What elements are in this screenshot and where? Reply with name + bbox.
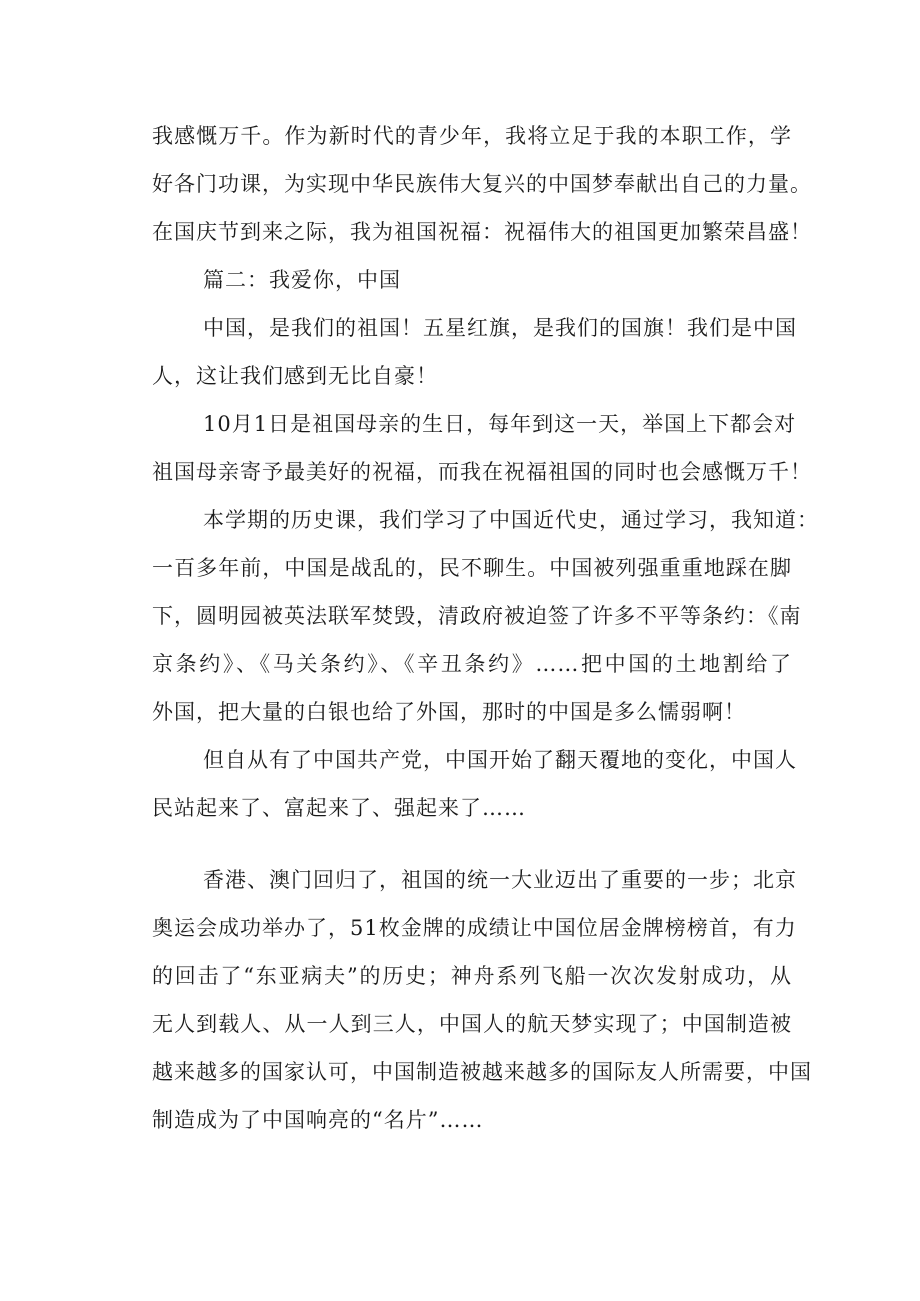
paragraph-6-line-5: 越来越多的国家认可，中国制造被越来越多的国际友人所需要，中国 bbox=[152, 1060, 812, 1084]
paragraph-2-line-1: 中国，是我们的祖国！五星红旗，是我们的国旗！我们是中国 bbox=[203, 316, 797, 340]
paragraph-6-line-2: 奥运会成功举办了，51枚金牌的成绩让中国位居金牌榜榜首，有力 bbox=[152, 916, 797, 940]
paragraph-6-line-6: 制造成为了中国响亮的“名片”…… bbox=[152, 1108, 484, 1132]
paragraph-3-line-1: 10月1日是祖国母亲的生日，每年到这一天，举国上下都会对 bbox=[203, 412, 797, 436]
paragraph-1-line-1: 我感慨万千。作为新时代的青少年，我将立足于我的本职工作，学 bbox=[152, 124, 792, 148]
paragraph-4-line-4: 京条约》、《马关条约》、《辛丑条约》……把中国的土地割给了 bbox=[152, 652, 792, 676]
paragraph-1-line-3: 在国庆节到来之际，我为祖国祝福：祝福伟大的祖国更加繁荣昌盛！ bbox=[152, 220, 812, 244]
paragraph-4-line-1: 本学期的历史课，我们学习了中国近代史，通过学习，我知道： bbox=[203, 508, 819, 532]
paragraph-6-line-1: 香港、澳门回归了，祖国的统一大业迈出了重要的一步；北京 bbox=[203, 868, 797, 892]
paragraph-4-line-5: 外国，把大量的白银也给了外国，那时的中国是多么懦弱啊！ bbox=[152, 700, 746, 724]
paragraph-1-line-2: 好各门功课，为实现中华民族伟大复兴的中国梦奉献出自己的力量。 bbox=[152, 172, 812, 196]
paragraph-4-line-2: 一百多年前，中国是战乱的，民不聊生。中国被列强重重地踩在脚 bbox=[152, 556, 792, 580]
paragraph-5-line-1: 但自从有了中国共产党，中国开始了翻天覆地的变化，中国人 bbox=[203, 748, 797, 772]
paragraph-6-line-4: 无人到载人、从一人到三人，中国人的航天梦实现了；中国制造被 bbox=[152, 1012, 792, 1036]
paragraph-3-line-2: 祖国母亲寄予最美好的祝福，而我在祝福祖国的同时也会感慨万千！ bbox=[152, 460, 812, 484]
paragraph-5-line-2: 民站起来了、富起来了、强起来了…… bbox=[152, 796, 526, 820]
section-heading: 篇二：我爱你，中国 bbox=[203, 268, 401, 292]
paragraph-4-line-3: 下，圆明园被英法联军焚毁，清政府被迫签了许多不平等条约：《南 bbox=[152, 604, 802, 628]
paragraph-2-line-2: 人，这让我们感到无比自豪！ bbox=[152, 364, 438, 388]
paragraph-6-line-3: 的回击了“东亚病夫”的历史；神舟系列飞船一次次发射成功，从 bbox=[152, 964, 792, 988]
